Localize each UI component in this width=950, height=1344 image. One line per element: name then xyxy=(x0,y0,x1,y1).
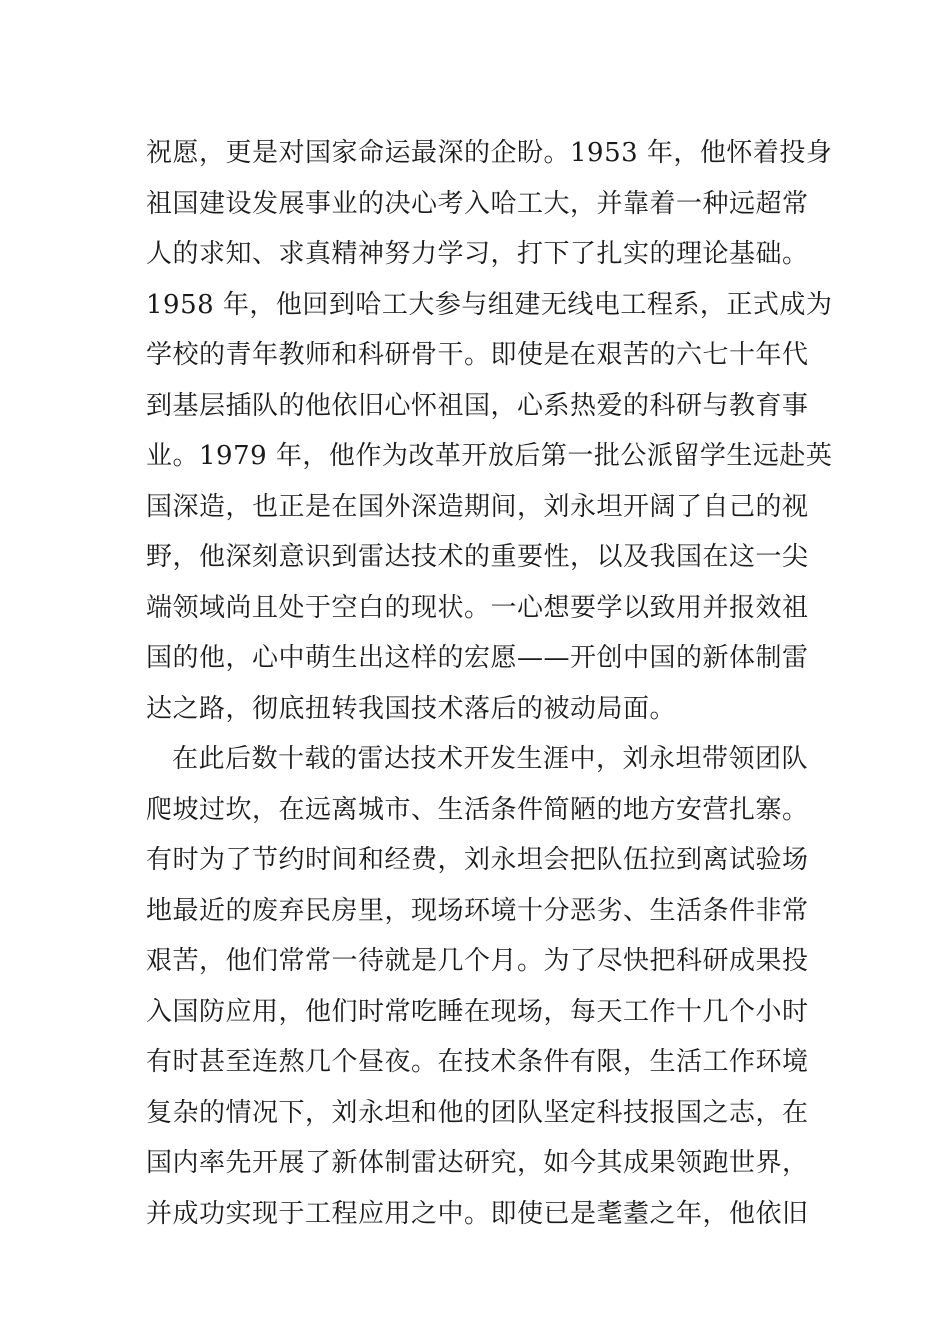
paragraph-first-line: 在此后数十载的雷达技术开发生涯中，刘永坦带领团队 xyxy=(172,744,809,774)
text-line: 国的他，心中萌生出这样的宏愿——开创中国的新体制雷 xyxy=(146,643,809,673)
document-body xyxy=(146,128,833,1239)
text-line: 国内率先开展了新体制雷达研究，如今其成果领跑世界， xyxy=(146,1148,809,1178)
text-line: 端领域尚且处于空白的现状。一心想要学以致用并报效祖 xyxy=(146,592,809,623)
text-line: 业。1979 年，他作为改革开放后第一批公派留学生远赴英 xyxy=(146,441,833,471)
text-line: 1958 年，他回到哈工大参与组建无线电工程系，正式成为 xyxy=(146,289,833,320)
text-line: 复杂的情况下，刘永坦和他的团队坚定科技报国之志，在 xyxy=(146,1097,809,1128)
paragraph-last-line: 达之路，彻底扭转我国技术落后的被动局面。 xyxy=(146,693,677,724)
text-line: 入国防应用，他们时常吃睡在现场，每天工作十几个小时 xyxy=(146,996,809,1027)
text-line: 地最近的废弃民房里，现场环境十分恶劣、生活条件非常 xyxy=(146,895,809,926)
text-line: 艰苦，他们常常一待就是几个月。为了尽快把科研成果投 xyxy=(146,946,809,976)
text-line: 祝愿，更是对国家命运最深的企盼。1953 年，他怀着投身 xyxy=(146,138,833,168)
text-line: 祖国建设发展事业的决心考入哈工大，并靠着一种远超常 xyxy=(146,188,809,219)
text-line: 爬坡过坎，在远离城市、生活条件简陋的地方安营扎寨。 xyxy=(146,794,809,825)
text-line: 国深造，也正是在国外深造期间，刘永坦开阔了自己的视 xyxy=(146,491,809,522)
text-line: 有时甚至连熬几个昼夜。在技术条件有限，生活工作环境 xyxy=(146,1047,809,1077)
text-line: 到基层插队的他依旧心怀祖国，心系热爱的科研与教育事 xyxy=(146,390,809,421)
text-line: 人的求知、求真精神努力学习，打下了扎实的理论基础。 xyxy=(146,239,809,269)
text-line: 学校的青年教师和科研骨干。即使是在艰苦的六七十年代 xyxy=(146,340,809,370)
text-line: 有时为了节约时间和经费，刘永坦会把队伍拉到离试验场 xyxy=(146,845,809,875)
text-line: 并成功实现于工程应用之中。即使已是耄耋之年，他依旧 xyxy=(146,1198,809,1229)
text-line: 野，他深刻意识到雷达技术的重要性，以及我国在这一尖 xyxy=(146,542,809,572)
